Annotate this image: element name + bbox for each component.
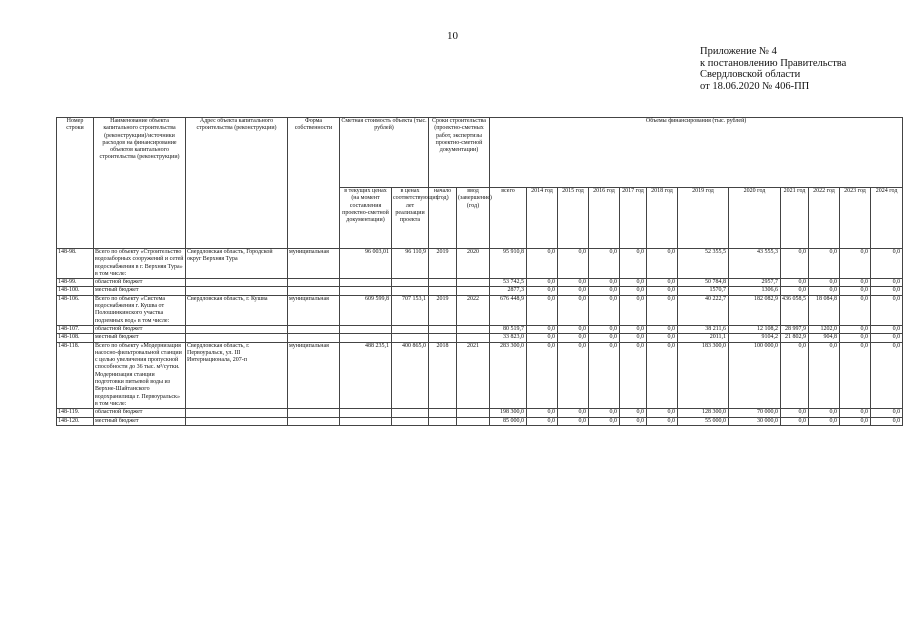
cell-end bbox=[457, 409, 490, 417]
cell-year-value: 50 784,8 bbox=[678, 279, 729, 287]
appendix-line: от 18.06.2020 № 406-ПП bbox=[700, 80, 810, 92]
cell-address bbox=[186, 325, 288, 333]
cell-year-value: 0,0 bbox=[527, 249, 558, 279]
appendix-heading bbox=[700, 46, 846, 92]
cell-year-value: 0,0 bbox=[558, 295, 589, 325]
table-row bbox=[57, 279, 903, 287]
table-row bbox=[57, 287, 903, 295]
cell-year-value: 0,0 bbox=[840, 295, 871, 325]
cell-ownership bbox=[288, 287, 340, 295]
cell-year-value: 0,0 bbox=[527, 417, 558, 425]
header-year: 2015 год bbox=[558, 188, 589, 249]
cell-year-value: 2011,1 bbox=[678, 334, 729, 342]
cell-cost-years bbox=[392, 279, 429, 287]
cell-year-value: 18 084,8 bbox=[809, 295, 840, 325]
cell-cost-current bbox=[340, 409, 392, 417]
cell-year-value: 0,0 bbox=[589, 279, 620, 287]
header-year: 2019 год bbox=[678, 188, 729, 249]
header-year: 2024 год bbox=[871, 188, 903, 249]
cell-num: 148-119. bbox=[57, 409, 94, 417]
cell-year-value: 0,0 bbox=[871, 334, 903, 342]
header-year: 2022 год bbox=[809, 188, 840, 249]
cell-total: 33 823,0 bbox=[490, 334, 527, 342]
cell-cost-years: 96 110,9 bbox=[392, 249, 429, 279]
cell-name: областной бюджет bbox=[94, 279, 186, 287]
cell-cost-current bbox=[340, 325, 392, 333]
cell-address bbox=[186, 334, 288, 342]
cell-year-value: 0,0 bbox=[620, 279, 647, 287]
cell-name: местный бюджет bbox=[94, 334, 186, 342]
cell-year-value: 0,0 bbox=[620, 334, 647, 342]
cell-year-value: 0,0 bbox=[620, 325, 647, 333]
cell-year-value: 1306,6 bbox=[729, 287, 781, 295]
cell-year-value: 0,0 bbox=[809, 342, 840, 409]
table-row bbox=[57, 342, 903, 409]
cell-num: 148-108. bbox=[57, 334, 94, 342]
cell-year-value: 0,0 bbox=[527, 334, 558, 342]
cell-cost-current: 609 599,8 bbox=[340, 295, 392, 325]
cell-cost-current bbox=[340, 287, 392, 295]
cell-year-value: 0,0 bbox=[781, 342, 809, 409]
cell-end bbox=[457, 325, 490, 333]
cell-year-value: 55 000,0 bbox=[678, 417, 729, 425]
cell-year-value: 9104,2 bbox=[729, 334, 781, 342]
cell-year-value: 0,0 bbox=[527, 279, 558, 287]
cell-name: местный бюджет bbox=[94, 287, 186, 295]
header-volumes: Объемы финансирования (тыс. рублей) bbox=[490, 118, 903, 188]
cell-ownership bbox=[288, 325, 340, 333]
cell-year-value: 12 108,2 bbox=[729, 325, 781, 333]
cell-name: Всего по объекту «Модернизация насосно-фильтровальной станции с целью увеличения пропускной способности до 36 тыс. м³/сутки. Модернизация станции подготовки питьевой воды из Верхне-Шайтанского водохранилища г. Первоуральск» в том числе: bbox=[94, 342, 186, 409]
cell-year-value: 0,0 bbox=[589, 417, 620, 425]
cell-cost-years bbox=[392, 334, 429, 342]
cell-cost-current: 488 235,1 bbox=[340, 342, 392, 409]
cell-year-value: 30 000,0 bbox=[729, 417, 781, 425]
header-total: всего bbox=[490, 188, 527, 249]
cell-year-value: 0,0 bbox=[840, 334, 871, 342]
header-cost-years: в ценах соответствующих лет реализации проекта bbox=[392, 188, 429, 249]
cell-start: 2018 bbox=[429, 342, 457, 409]
cell-year-value: 0,0 bbox=[527, 342, 558, 409]
cell-num: 148-120. bbox=[57, 417, 94, 425]
cell-year-value: 0,0 bbox=[647, 417, 678, 425]
header-start: начало (год) bbox=[429, 188, 457, 249]
cell-year-value: 0,0 bbox=[589, 249, 620, 279]
cell-year-value: 0,0 bbox=[558, 409, 589, 417]
cell-name: Всего по объекту «Система водоснабжения г. Кушва от Полошинкинского участка подземных вод» в том числе: bbox=[94, 295, 186, 325]
financing-table bbox=[56, 117, 903, 426]
cell-year-value: 0,0 bbox=[871, 417, 903, 425]
cell-year-value: 0,0 bbox=[840, 279, 871, 287]
cell-year-value: 2957,7 bbox=[729, 279, 781, 287]
cell-year-value: 0,0 bbox=[620, 287, 647, 295]
cell-year-value: 0,0 bbox=[620, 249, 647, 279]
cell-num: 148-118. bbox=[57, 342, 94, 409]
cell-ownership bbox=[288, 409, 340, 417]
cell-year-value: 0,0 bbox=[809, 287, 840, 295]
cell-year-value: 0,0 bbox=[809, 249, 840, 279]
header-end: ввод (завершение) (год) bbox=[457, 188, 490, 249]
cell-cost-years bbox=[392, 409, 429, 417]
cell-start bbox=[429, 279, 457, 287]
header-cost: Сметная стоимость объекта (тыс. рублей) bbox=[340, 118, 429, 188]
cell-year-value: 0,0 bbox=[647, 342, 678, 409]
cell-year-value: 0,0 bbox=[589, 325, 620, 333]
cell-end: 2022 bbox=[457, 295, 490, 325]
cell-year-value: 0,0 bbox=[527, 325, 558, 333]
appendix-line: к постановлению Правительства bbox=[700, 57, 847, 69]
cell-year-value: 0,0 bbox=[620, 295, 647, 325]
header-ownership: Форма собственности bbox=[288, 118, 340, 249]
table-row bbox=[57, 249, 903, 279]
cell-ownership bbox=[288, 279, 340, 287]
cell-start bbox=[429, 334, 457, 342]
cell-total: 676 448,9 bbox=[490, 295, 527, 325]
cell-start bbox=[429, 417, 457, 425]
cell-total: 53 742,5 bbox=[490, 279, 527, 287]
cell-year-value: 0,0 bbox=[558, 417, 589, 425]
cell-name: областной бюджет bbox=[94, 409, 186, 417]
cell-name: областной бюджет bbox=[94, 325, 186, 333]
cell-year-value: 38 211,6 bbox=[678, 325, 729, 333]
header-year: 2016 год bbox=[589, 188, 620, 249]
cell-start bbox=[429, 409, 457, 417]
cell-year-value: 436 058,5 bbox=[781, 295, 809, 325]
cell-address: Свердловская область, Городской округ Верхняя Тура bbox=[186, 249, 288, 279]
cell-year-value: 0,0 bbox=[589, 342, 620, 409]
cell-year-value: 0,0 bbox=[871, 325, 903, 333]
cell-end bbox=[457, 334, 490, 342]
cell-start: 2019 bbox=[429, 249, 457, 279]
cell-year-value: 182 082,9 bbox=[729, 295, 781, 325]
cell-address bbox=[186, 279, 288, 287]
cell-year-value: 0,0 bbox=[527, 295, 558, 325]
cell-cost-years bbox=[392, 287, 429, 295]
cell-total: 85 000,0 bbox=[490, 417, 527, 425]
cell-year-value: 0,0 bbox=[647, 409, 678, 417]
cell-total: 198 300,0 bbox=[490, 409, 527, 417]
cell-year-value: 0,0 bbox=[527, 287, 558, 295]
cell-address bbox=[186, 409, 288, 417]
cell-year-value: 28 997,9 bbox=[781, 325, 809, 333]
cell-ownership bbox=[288, 417, 340, 425]
cell-year-value: 43 555,3 bbox=[729, 249, 781, 279]
appendix-line: Приложение № 4 bbox=[700, 46, 777, 57]
cell-year-value: 0,0 bbox=[809, 279, 840, 287]
cell-end bbox=[457, 417, 490, 425]
cell-num: 148-99. bbox=[57, 279, 94, 287]
cell-year-value: 904,8 bbox=[809, 334, 840, 342]
header-year: 2021 год bbox=[781, 188, 809, 249]
cell-year-value: 0,0 bbox=[809, 417, 840, 425]
cell-address bbox=[186, 417, 288, 425]
cell-start: 2019 bbox=[429, 295, 457, 325]
cell-cost-years bbox=[392, 417, 429, 425]
cell-year-value: 1202,0 bbox=[809, 325, 840, 333]
cell-year-value: 0,0 bbox=[558, 249, 589, 279]
cell-year-value: 0,0 bbox=[620, 342, 647, 409]
cell-year-value: 0,0 bbox=[589, 295, 620, 325]
cell-year-value: 0,0 bbox=[589, 334, 620, 342]
cell-year-value: 0,0 bbox=[558, 279, 589, 287]
table-row bbox=[57, 334, 903, 342]
cell-year-value: 0,0 bbox=[840, 417, 871, 425]
cell-year-value: 0,0 bbox=[647, 334, 678, 342]
appendix-line: Свердловской области bbox=[700, 69, 801, 80]
cell-num: 148-107. bbox=[57, 325, 94, 333]
cell-year-value: 0,0 bbox=[840, 249, 871, 279]
cell-year-value: 52 355,5 bbox=[678, 249, 729, 279]
table-row bbox=[57, 409, 903, 417]
cell-year-value: 0,0 bbox=[647, 249, 678, 279]
cell-year-value: 0,0 bbox=[871, 249, 903, 279]
cell-address: Свердловская область, г. Первоуральск, ул. III Интернационала, 207-п bbox=[186, 342, 288, 409]
cell-cost-current: 96 003,01 bbox=[340, 249, 392, 279]
header-cost-current: в текущих ценах (на момент составления проектно-сметной документации) bbox=[340, 188, 392, 249]
cell-year-value: 21 802,9 bbox=[781, 334, 809, 342]
cell-cost-current bbox=[340, 334, 392, 342]
cell-year-value: 0,0 bbox=[589, 409, 620, 417]
cell-year-value: 1570,7 bbox=[678, 287, 729, 295]
cell-year-value: 0,0 bbox=[647, 287, 678, 295]
cell-name: местный бюджет bbox=[94, 417, 186, 425]
cell-year-value: 0,0 bbox=[840, 409, 871, 417]
cell-year-value: 0,0 bbox=[781, 279, 809, 287]
cell-cost-current bbox=[340, 417, 392, 425]
cell-num: 148-98. bbox=[57, 249, 94, 279]
cell-cost-years bbox=[392, 325, 429, 333]
cell-end: 2021 bbox=[457, 342, 490, 409]
cell-address bbox=[186, 287, 288, 295]
cell-start bbox=[429, 325, 457, 333]
cell-year-value: 0,0 bbox=[558, 334, 589, 342]
cell-year-value: 0,0 bbox=[781, 287, 809, 295]
cell-ownership: муниципальная bbox=[288, 342, 340, 409]
cell-ownership bbox=[288, 334, 340, 342]
cell-year-value: 183 300,0 bbox=[678, 342, 729, 409]
cell-total: 2877,3 bbox=[490, 287, 527, 295]
cell-end bbox=[457, 279, 490, 287]
header-year: 2018 год bbox=[647, 188, 678, 249]
cell-year-value: 0,0 bbox=[558, 325, 589, 333]
header-num: Номер строки bbox=[57, 118, 94, 249]
cell-address: Свердловская область, г. Кушва bbox=[186, 295, 288, 325]
page-number: 10 bbox=[447, 30, 458, 42]
cell-year-value: 0,0 bbox=[840, 287, 871, 295]
cell-total: 95 910,8 bbox=[490, 249, 527, 279]
cell-year-value: 0,0 bbox=[781, 249, 809, 279]
cell-num: 148-100. bbox=[57, 287, 94, 295]
cell-year-value: 0,0 bbox=[871, 287, 903, 295]
cell-total: 80 519,7 bbox=[490, 325, 527, 333]
cell-num: 148-106. bbox=[57, 295, 94, 325]
cell-cost-current bbox=[340, 279, 392, 287]
cell-start bbox=[429, 287, 457, 295]
cell-year-value: 0,0 bbox=[558, 342, 589, 409]
header-year: 2017 год bbox=[620, 188, 647, 249]
cell-year-value: 0,0 bbox=[620, 409, 647, 417]
cell-year-value: 128 300,0 bbox=[678, 409, 729, 417]
table-row bbox=[57, 417, 903, 425]
table-row bbox=[57, 295, 903, 325]
cell-year-value: 0,0 bbox=[647, 295, 678, 325]
cell-year-value: 0,0 bbox=[647, 279, 678, 287]
header-name: Наименование объекта капитального строительства (реконструкции)/источники расходов на финансирование объектов капитального строительства (реконструкции) bbox=[94, 118, 186, 249]
cell-total: 283 300,0 bbox=[490, 342, 527, 409]
header-address: Адрес объекта капитального строительства (реконструкции) bbox=[186, 118, 288, 249]
cell-end: 2020 bbox=[457, 249, 490, 279]
cell-year-value: 0,0 bbox=[620, 417, 647, 425]
cell-year-value: 0,0 bbox=[647, 325, 678, 333]
cell-year-value: 0,0 bbox=[871, 295, 903, 325]
cell-year-value: 100 000,0 bbox=[729, 342, 781, 409]
header-terms: Сроки строительства (проектно-сметных работ, экспертизы проектно-сметной документации) bbox=[429, 118, 490, 188]
cell-cost-years: 400 865,0 bbox=[392, 342, 429, 409]
cell-cost-years: 707 153,1 bbox=[392, 295, 429, 325]
cell-year-value: 0,0 bbox=[558, 287, 589, 295]
cell-year-value: 0,0 bbox=[809, 409, 840, 417]
cell-end bbox=[457, 287, 490, 295]
table-row bbox=[57, 325, 903, 333]
header-year: 2020 год bbox=[729, 188, 781, 249]
cell-year-value: 0,0 bbox=[871, 409, 903, 417]
cell-ownership: муниципальная bbox=[288, 295, 340, 325]
cell-year-value: 0,0 bbox=[871, 342, 903, 409]
cell-year-value: 0,0 bbox=[589, 287, 620, 295]
cell-name: Всего по объекту «Строительство водозаборных сооружений и сетей водоснабжения в г. Верхняя Тура» в том числе: bbox=[94, 249, 186, 279]
cell-year-value: 40 222,7 bbox=[678, 295, 729, 325]
cell-year-value: 0,0 bbox=[840, 342, 871, 409]
cell-year-value: 0,0 bbox=[527, 409, 558, 417]
cell-year-value: 0,0 bbox=[871, 279, 903, 287]
cell-year-value: 70 000,0 bbox=[729, 409, 781, 417]
cell-year-value: 0,0 bbox=[781, 409, 809, 417]
cell-year-value: 0,0 bbox=[781, 417, 809, 425]
header-year: 2023 год bbox=[840, 188, 871, 249]
header-year: 2014 год bbox=[527, 188, 558, 249]
cell-ownership: муниципальная bbox=[288, 249, 340, 279]
cell-year-value: 0,0 bbox=[840, 325, 871, 333]
